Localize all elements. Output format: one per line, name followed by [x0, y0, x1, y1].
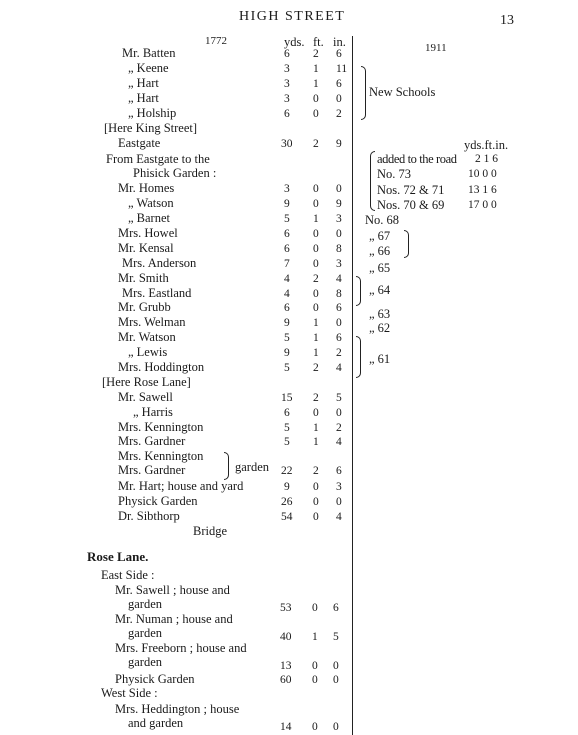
entry-name: Mr. Watson [118, 330, 176, 344]
physick-yds: 60 [280, 674, 292, 686]
west-side-label: West Side : [101, 686, 158, 700]
entry-ft: 0 [313, 407, 319, 419]
entry-name: Mrs. Gardner [118, 463, 186, 477]
physick-in: 0 [333, 674, 339, 686]
entry-yds: 5 [284, 362, 290, 374]
entry-yds: 5 [284, 213, 290, 225]
entry-in: 3 [336, 213, 342, 225]
added-vals: 2 1 6 [475, 153, 498, 165]
entry-yds: 9 [284, 317, 290, 329]
rose-entry-line2: garden [128, 655, 163, 669]
entry-name: Mr. Smith [118, 271, 169, 285]
entry-yds: 6 [284, 48, 290, 60]
entry-name: „ Keene [128, 61, 169, 75]
entry-ft: 0 [313, 288, 319, 300]
entry-name: Eastgate [118, 136, 161, 150]
new-schools-brace [361, 66, 366, 120]
entry-ft: 0 [313, 511, 319, 523]
entry-in: 0 [336, 496, 342, 508]
rose-entry-yds: 13 [280, 660, 292, 672]
entry-in: 5 [336, 392, 342, 404]
year-1911: 1911 [425, 42, 447, 54]
entry-name: Mrs. Howel [118, 226, 178, 240]
entry-ft: 0 [313, 93, 319, 105]
entry-in: 8 [336, 243, 342, 255]
entry-in: 2 [336, 347, 342, 359]
entry-ft: 0 [313, 228, 319, 240]
entry-ft: 1 [313, 332, 319, 344]
entry-name: From Eastgate to the [106, 152, 210, 166]
entry-in: 6 [336, 48, 342, 60]
n62: „ 62 [369, 321, 391, 335]
entry-name: „ Hart [128, 76, 159, 90]
entry-yds: 3 [284, 78, 290, 90]
entry-in: 2 [336, 422, 342, 434]
entry-ft: 2 [313, 362, 319, 374]
entry-in: 2 [336, 108, 342, 120]
rose-entry-ft: 0 [312, 602, 318, 614]
entry-ft: 1 [313, 78, 319, 90]
entry-in: 3 [336, 258, 342, 270]
entry-yds: 22 [281, 465, 293, 477]
entry-yds: 6 [284, 407, 290, 419]
heddington-yds: 14 [280, 721, 292, 733]
entry-in: 6 [336, 465, 342, 477]
entry-in: 4 [336, 511, 342, 523]
entry-in: 9 [336, 138, 342, 150]
entry-ft: 2 [313, 273, 319, 285]
entry-ft: 0 [313, 496, 319, 508]
n61-brace [356, 336, 361, 378]
heddington-in: 0 [333, 721, 339, 733]
n64-brace [356, 276, 361, 306]
entry-name: Mrs. Kennington [118, 420, 204, 434]
entry-name: „ Holship [128, 106, 177, 120]
n65: „ 65 [369, 261, 391, 275]
rose-entry-line1: Mr. Numan ; house and [115, 612, 233, 626]
no73: No. 73 [377, 167, 412, 181]
entry-in: 4 [336, 362, 342, 374]
n61: „ 61 [369, 352, 391, 366]
col-in: in. [333, 35, 346, 49]
entry-yds: 15 [281, 392, 293, 404]
entry-ft: 0 [313, 243, 319, 255]
entry-yds: 6 [284, 302, 290, 314]
entry-yds: 9 [284, 198, 290, 210]
rose-entry-line2: garden [128, 597, 163, 611]
no68: No. 68 [365, 213, 400, 227]
entry-ft: 2 [313, 138, 319, 150]
n66-brace [404, 230, 409, 258]
entry-ft: 1 [313, 213, 319, 225]
entry-ft: 1 [313, 317, 319, 329]
entry-yds: 3 [284, 183, 290, 195]
entry-yds: 30 [281, 138, 293, 150]
entry-ft: 0 [313, 108, 319, 120]
n63: „ 63 [369, 307, 391, 321]
no70: Nos. 70 & 69 [377, 198, 445, 212]
entry-in: 0 [336, 93, 342, 105]
entry-name: Physick Garden [118, 494, 198, 508]
entry-yds: 5 [284, 422, 290, 434]
entry-name: Mr. Hart; house and yard [118, 479, 244, 493]
entry-name: „ Harris [133, 405, 173, 419]
entry-name: Mr. Batten [122, 46, 176, 60]
entry-ft: 1 [313, 347, 319, 359]
page-number: 13 [500, 13, 514, 28]
n67: „ 67 [369, 229, 391, 243]
entry-name: Mr. Homes [118, 181, 175, 195]
rose-entry-in: 5 [333, 631, 339, 643]
entry-in: 6 [336, 332, 342, 344]
garden-brace [224, 452, 229, 480]
entry-name: „ Watson [128, 196, 174, 210]
entry-name: Mrs. Hoddington [118, 360, 205, 374]
entry-name: Mrs. Kennington [118, 449, 204, 463]
entry-name: Mrs. Welman [118, 315, 186, 329]
heddington-line1: Mrs. Heddington ; house [115, 702, 240, 716]
entry-ft: 2 [313, 48, 319, 60]
entry-yds: 4 [284, 273, 290, 285]
entry-name: [Here Rose Lane] [102, 375, 191, 389]
entry-in: 3 [336, 481, 342, 493]
entry-ft: 0 [313, 302, 319, 314]
rose-entry-ft: 0 [312, 660, 318, 672]
entry-name: [Here King Street] [104, 121, 198, 135]
rose-entry-yds: 40 [280, 631, 292, 643]
entry-yds: 6 [284, 243, 290, 255]
physick-ft: 0 [312, 674, 318, 686]
entry-ft: 0 [313, 481, 319, 493]
entry-name: „ Hart [128, 91, 159, 105]
heddington-ft: 0 [312, 721, 318, 733]
col-yds: yds. [284, 35, 305, 49]
entry-yds: 9 [284, 347, 290, 359]
new-schools-note: New Schools [369, 85, 436, 99]
entry-ft: 0 [313, 198, 319, 210]
entry-name: Bridge [193, 524, 228, 538]
entry-ft: 1 [313, 436, 319, 448]
garden-label: garden [235, 460, 270, 474]
no72-vals: 13 1 6 [468, 184, 497, 196]
entry-name: Dr. Sibthorp [118, 509, 180, 523]
n66: „ 66 [369, 244, 391, 258]
entry-in: 11 [336, 63, 348, 75]
no70-vals: 17 0 0 [468, 199, 497, 211]
entry-name: Mrs. Eastland [122, 286, 192, 300]
entry-ft: 2 [313, 465, 319, 477]
rose-entry-line2: garden [128, 626, 163, 640]
entry-ft: 1 [313, 63, 319, 75]
entry-yds: 54 [281, 511, 293, 523]
entry-name: Mr. Kensal [118, 241, 174, 255]
entry-name: Mrs. Gardner [118, 434, 186, 448]
entry-in: 6 [336, 302, 342, 314]
added-note: added to the road [377, 152, 457, 166]
entry-in: 8 [336, 288, 342, 300]
entry-in: 0 [336, 228, 342, 240]
page-title: HIGH STREET [239, 9, 346, 24]
entry-in: 4 [336, 436, 342, 448]
entry-in: 4 [336, 273, 342, 285]
entry-yds: 5 [284, 436, 290, 448]
rose-entry-in: 6 [333, 602, 339, 614]
rose-lane-heading: Rose Lane. [87, 549, 149, 564]
entry-name: „ Lewis [128, 345, 168, 359]
no73-vals: 10 0 0 [468, 168, 497, 180]
col-ft: ft. [313, 35, 324, 49]
entry-in: 0 [336, 317, 342, 329]
entry-ft: 0 [313, 258, 319, 270]
entry-ft: 2 [313, 392, 319, 404]
entry-yds: 9 [284, 481, 290, 493]
entry-ft: 0 [313, 183, 319, 195]
physick-garden-row: Physick Garden [115, 672, 195, 686]
n64: „ 64 [369, 283, 391, 297]
entry-yds: 5 [284, 332, 290, 344]
entry-yds: 3 [284, 63, 290, 75]
column-divider [352, 36, 353, 735]
east-side-label: East Side : [101, 568, 155, 582]
rose-entry-ft: 1 [312, 631, 318, 643]
entry-name: Phisick Garden : [133, 166, 217, 180]
entry-yds: 7 [284, 258, 290, 270]
rose-entry-in: 0 [333, 660, 339, 672]
no72: Nos. 72 & 71 [377, 183, 445, 197]
entry-yds: 6 [284, 108, 290, 120]
year-1772: 1772 [205, 35, 227, 47]
rose-entry-line1: Mrs. Freeborn ; house and [115, 641, 247, 655]
entry-name: „ Barnet [128, 211, 170, 225]
entry-name: Mrs. Anderson [122, 256, 197, 270]
entry-ft: 1 [313, 422, 319, 434]
entry-yds: 4 [284, 288, 290, 300]
entry-name: Mr. Sawell [118, 390, 173, 404]
heddington-line2: and garden [128, 716, 184, 730]
entry-yds: 26 [281, 496, 293, 508]
entry-in: 0 [336, 407, 342, 419]
entry-in: 0 [336, 183, 342, 195]
entry-in: 6 [336, 78, 342, 90]
entry-yds: 6 [284, 228, 290, 240]
right-units: yds.ft.in. [464, 138, 509, 152]
rose-entry-yds: 53 [280, 602, 292, 614]
rose-entry-line1: Mr. Sawell ; house and [115, 583, 230, 597]
entry-name: Mr. Grubb [118, 300, 171, 314]
entry-in: 9 [336, 198, 342, 210]
road-brace [370, 151, 375, 211]
entry-yds: 3 [284, 93, 290, 105]
